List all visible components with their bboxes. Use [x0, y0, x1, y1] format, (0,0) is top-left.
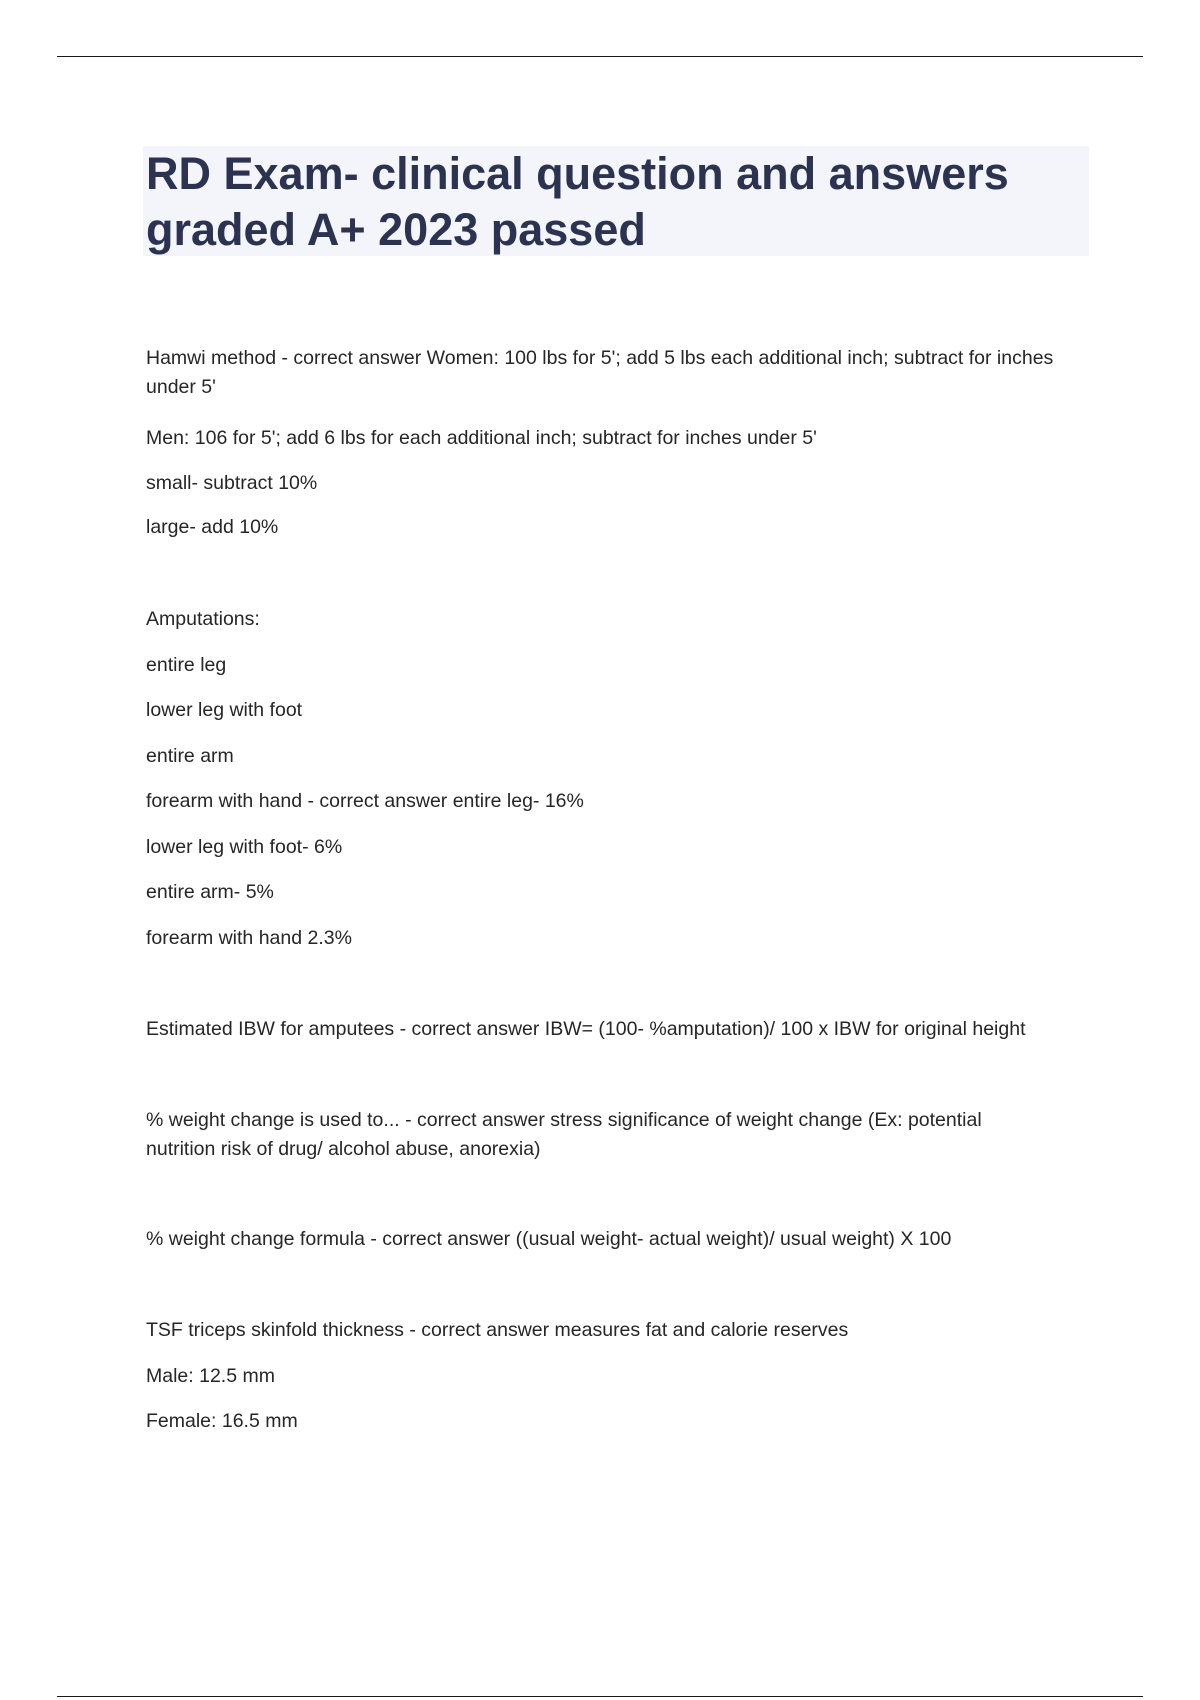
text-line: Estimated IBW for amputees - correct answer IBW= (100- %amputation)/ 100 x IBW for original height — [146, 1018, 1026, 1040]
bottom-rule — [57, 1696, 1143, 1697]
text-line: Men: 106 for 5'; add 6 lbs for each additional inch; subtract for inches under 5' — [146, 427, 817, 449]
title-box — [143, 146, 1089, 256]
text-line: entire arm- 5% — [146, 881, 274, 903]
text-line: large- add 10% — [146, 516, 279, 538]
top-rule — [57, 56, 1143, 57]
text-line: TSF triceps skinfold thickness - correct answer measures fat and calorie reserves — [146, 1319, 849, 1341]
text-line: lower leg with foot — [146, 699, 303, 721]
document-title: RD Exam- clinical question and answers graded A+ 2023 passed — [146, 148, 1009, 255]
text-line: forearm with hand - correct answer entire leg- 16% — [146, 790, 584, 812]
text-line: small- subtract 10% — [146, 472, 318, 494]
text-line: Male: 12.5 mm — [146, 1365, 275, 1387]
text-line: % weight change is used to... - correct answer stress significance of weight change (Ex: potential nutrition risk of drug/ alcohol abuse, anorexia) — [146, 1109, 982, 1160]
text-line: lower leg with foot- 6% — [146, 836, 343, 858]
text-line: Amputations: — [146, 608, 260, 630]
text-line: Hamwi method - correct answer Women: 100 lbs for 5'; add 5 lbs each additional inch; subtract for inches under 5' — [146, 347, 1054, 398]
text-line: Female: 16.5 mm — [146, 1410, 298, 1432]
text-line: % weight change formula - correct answer ((usual weight- actual weight)/ usual weight) X 100 — [146, 1228, 952, 1250]
text-line: entire arm — [146, 745, 234, 767]
text-line: forearm with hand 2.3% — [146, 927, 352, 949]
text-line: entire leg — [146, 654, 227, 676]
